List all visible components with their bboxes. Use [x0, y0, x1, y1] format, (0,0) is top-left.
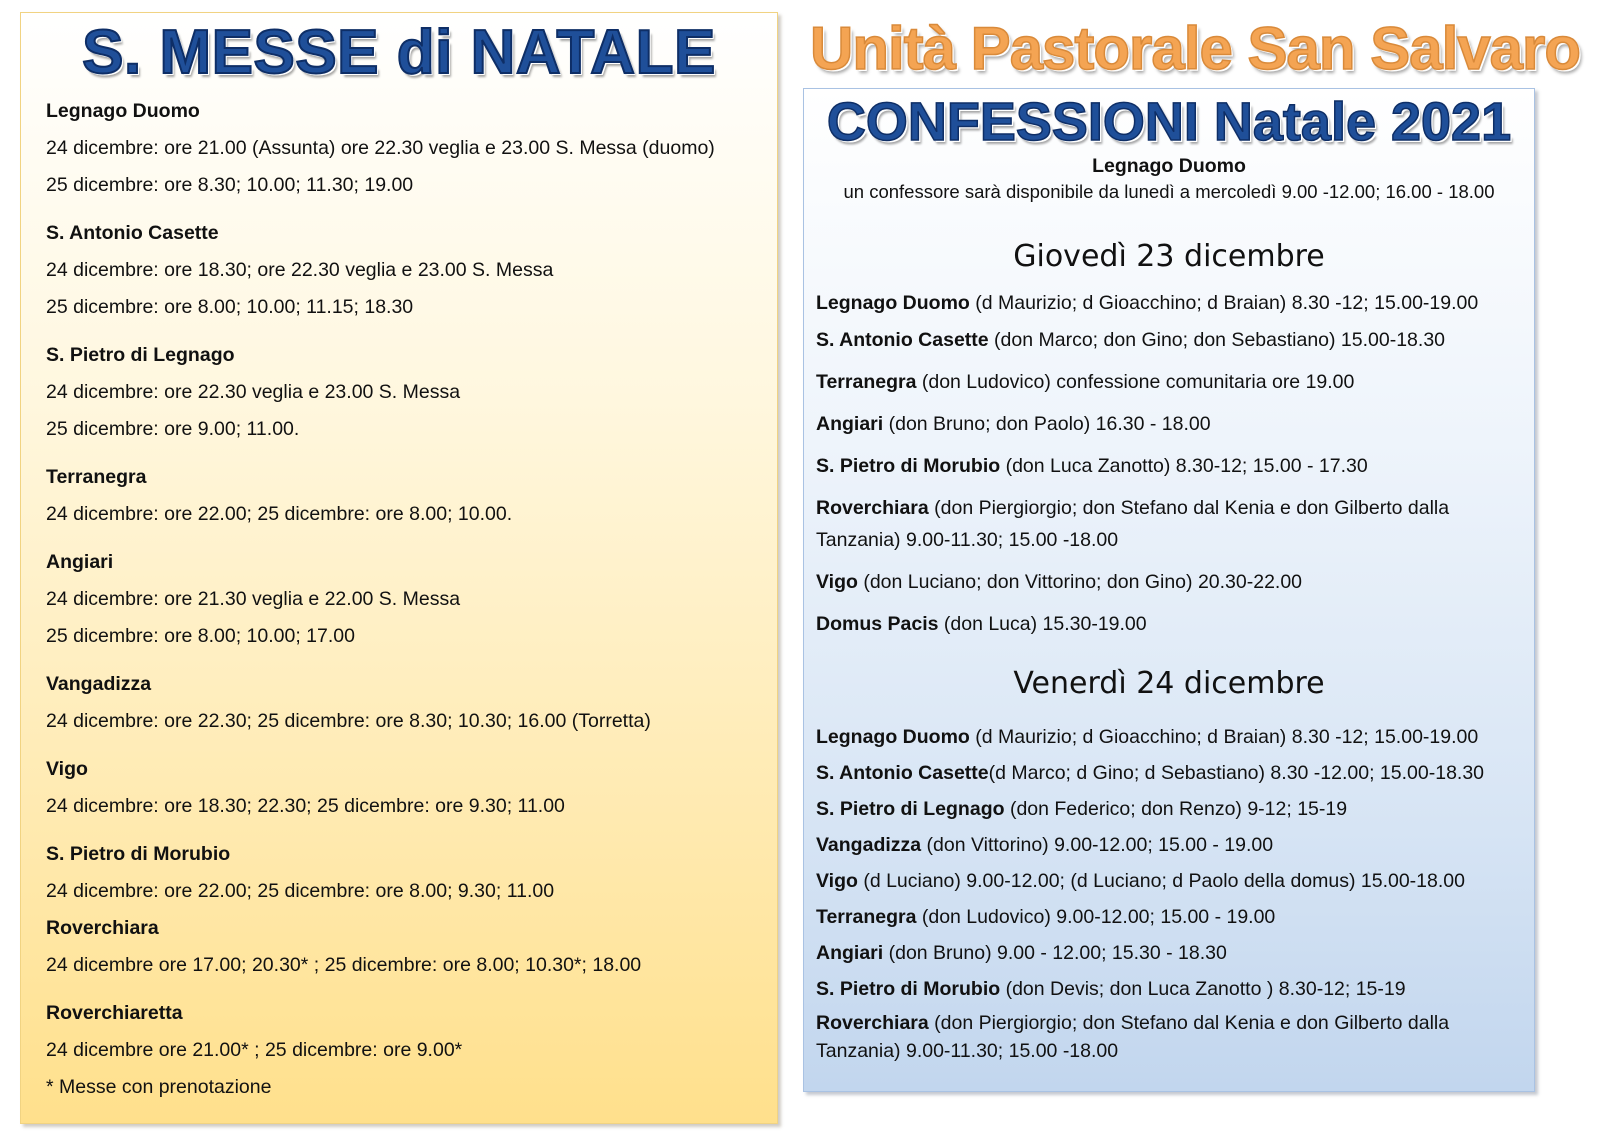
- parish-name: Terranegra: [46, 466, 147, 488]
- confession-details: (don Marco; don Gino; don Sebastiano) 15.00-18.30: [988, 329, 1446, 351]
- parish-name: Legnago Duomo: [816, 726, 970, 748]
- confession-details: (don Devis; don Luca Zanotto ) 8.30-12; 15-19: [1000, 978, 1406, 1000]
- confession-item: [816, 608, 1528, 640]
- parish-name: Vangadizza: [816, 834, 922, 856]
- schedule-line: 24 dicembre: ore 21.30 veglia e 22.00 S. Messa: [46, 588, 461, 610]
- schedule-line: 24 dicembre: ore 22.30; 25 dicembre: ore 8.30; 10.30; 16.00 (Torretta): [46, 710, 651, 732]
- confession-item: [816, 1009, 1528, 1065]
- schedule-line: 25 dicembre: ore 8.30; 10.00; 11.30; 19.00: [46, 174, 414, 196]
- confessions-list-thursday: [816, 287, 1528, 640]
- parish-vangadizza: [46, 666, 766, 740]
- confession-details: (don Piergiorgio; don Stefano dal Kenia e don Gilberto dalla Tanzania) 9.00-11.30; 15.00 -18.00: [816, 1012, 1450, 1062]
- parish-s-pietro-di-morubio: [46, 836, 766, 910]
- confession-item: [816, 366, 1528, 398]
- parish-name: Vangadizza: [46, 673, 152, 695]
- parish-vigo: [46, 751, 766, 825]
- confessions-location: Legnago Duomo: [1092, 155, 1246, 177]
- schedule-line: 24 dicembre ore 17.00; 20.30* ; 25 dicembre: ore 8.00; 10.30*; 18.00: [46, 954, 642, 976]
- schedule-line: 24 dicembre: ore 21.00 (Assunta) ore 22.30 veglia e 23.00 S. Messa (duomo): [46, 137, 715, 159]
- confessions-panel: [803, 88, 1535, 1092]
- parish-name: Angiari: [816, 942, 884, 964]
- parish-name: Legnago Duomo: [46, 100, 200, 122]
- parish-name: Roverchiaretta: [46, 1002, 183, 1024]
- confession-item: [816, 408, 1528, 440]
- confession-details: (don Piergiorgio; don Stefano dal Kenia e don Gilberto dalla Tanzania) 9.00-11.30; 15.00 -18.00: [816, 497, 1450, 551]
- confession-details: (don Bruno; don Paolo) 16.30 - 18.00: [883, 413, 1211, 435]
- confession-details: (don Ludovico) 9.00-12.00; 15.00 - 19.00: [916, 906, 1276, 928]
- confession-details: (d Maurizio; d Gioacchino; d Braian) 8.30 -12; 15.00-19.00: [969, 292, 1479, 314]
- parish-name: S. Antonio Casette: [816, 329, 989, 351]
- confessions-title: CONFESSIONI Natale 2021: [826, 92, 1512, 152]
- schedule-line: 25 dicembre: ore 8.00; 10.00; 17.00: [46, 625, 355, 647]
- parish-s-antonio-casette: [46, 215, 766, 326]
- schedule-line: 24 dicembre: ore 22.30 veglia e 23.00 S. Messa: [46, 381, 461, 403]
- schedule-line: 24 dicembre: ore 22.00; 25 dicembre: ore 8.00; 9.30; 11.00: [46, 880, 555, 902]
- pastoral-unit-header: Unità Pastorale San Salvaro: [810, 15, 1580, 82]
- confession-item: [816, 287, 1528, 319]
- confession-item: [816, 865, 1528, 897]
- confession-item: [816, 492, 1528, 556]
- parish-name: S. Antonio Casette: [816, 762, 989, 784]
- confession-details: (d Luciano) 9.00-12.00; (d Luciano; d Paolo della domus) 15.00-18.00: [857, 870, 1465, 892]
- day-heading-thursday: Giovedì 23 dicembre: [1013, 239, 1325, 274]
- confession-item: [816, 793, 1528, 825]
- parish-name: S. Pietro di Legnago: [816, 798, 1005, 820]
- confession-details: (don Luca) 15.30-19.00: [938, 613, 1147, 635]
- parish-name: S. Pietro di Morubio: [816, 455, 1001, 477]
- confessions-list-friday: [816, 721, 1528, 1065]
- parish-name: Terranegra: [816, 371, 917, 393]
- parish-name: S. Pietro di Morubio: [46, 843, 231, 865]
- parish-name: S. Pietro di Legnago: [46, 344, 235, 366]
- parish-roverchiara: [46, 910, 766, 984]
- confession-item: [816, 901, 1528, 933]
- schedule-line: 25 dicembre: ore 9.00; 11.00.: [46, 418, 300, 440]
- schedule-line: 24 dicembre: ore 18.30; ore 22.30 veglia e 23.00 S. Messa: [46, 259, 554, 281]
- parish-name: Domus Pacis: [816, 613, 939, 635]
- parish-name: Roverchiara: [816, 497, 929, 519]
- parish-name: Vigo: [46, 758, 88, 780]
- confession-details: (don Federico; don Renzo) 9-12; 15-19: [1004, 798, 1348, 820]
- parish-angiari: [46, 544, 766, 655]
- confession-item: [816, 973, 1528, 1005]
- schedule-line: 24 dicembre: ore 22.00; 25 dicembre: ore 8.00; 10.00.: [46, 503, 513, 525]
- schedule-line: 24 dicembre: ore 18.30; 22.30; 25 dicembre: ore 9.30; 11.00: [46, 795, 565, 817]
- footnote: * Messe con prenotazione: [46, 1076, 272, 1098]
- confession-details: (don Luca Zanotto) 8.30-12; 15.00 - 17.30: [1000, 455, 1368, 477]
- parish-name: Vigo: [816, 571, 858, 593]
- parish-name: Angiari: [46, 551, 114, 573]
- masses-title: S. MESSE di NATALE: [82, 18, 716, 87]
- confession-item: [816, 324, 1528, 356]
- confession-details: (don Bruno) 9.00 - 12.00; 15.30 - 18.30: [883, 942, 1227, 964]
- parish-name: Vigo: [816, 870, 858, 892]
- parish-s-pietro-di-legnago: [46, 337, 766, 448]
- confession-details: (don Vittorino) 9.00-12.00; 15.00 - 19.00: [921, 834, 1274, 856]
- masses-panel: [20, 12, 778, 1124]
- parish-name: Legnago Duomo: [816, 292, 970, 314]
- parish-terranegra: [46, 459, 766, 533]
- confession-details: (don Ludovico) confessione comunitaria ore 19.00: [916, 371, 1355, 393]
- confession-details: (don Luciano; don Vittorino; don Gino) 20.30-22.00: [857, 571, 1303, 593]
- parish-name: Roverchiara: [46, 917, 159, 939]
- confession-item: [816, 829, 1528, 861]
- confession-item: [816, 450, 1528, 482]
- confession-details: (d Marco; d Gino; d Sebastiano) 8.30 -12.00; 15.00-18.30: [988, 762, 1485, 784]
- confessions-note: un confessore sarà disponibile da lunedì a mercoledì 9.00 -12.00; 16.00 - 18.00: [843, 181, 1495, 202]
- parish-name: Angiari: [816, 413, 884, 435]
- masses-list: [46, 93, 766, 1106]
- confession-details: (d Maurizio; d Gioacchino; d Braian) 8.30 -12; 15.00-19.00: [969, 726, 1479, 748]
- schedule-line: 25 dicembre: ore 8.00; 10.00; 11.15; 18.30: [46, 296, 414, 318]
- parish-legnago-duomo: [46, 93, 766, 204]
- parish-name: Terranegra: [816, 906, 917, 928]
- confession-item: [816, 721, 1528, 753]
- parish-name: S. Pietro di Morubio: [816, 978, 1001, 1000]
- parish-name: S. Antonio Casette: [46, 222, 219, 244]
- schedule-line: 24 dicembre ore 21.00* ; 25 dicembre: ore 9.00*: [46, 1039, 463, 1061]
- confession-item: [816, 757, 1528, 789]
- day-heading-friday: Venerdì 24 dicembre: [1013, 666, 1325, 701]
- parish-roverchiaretta: [46, 995, 766, 1069]
- parish-name: Roverchiara: [816, 1012, 929, 1034]
- confession-item: [816, 937, 1528, 969]
- confession-item: [816, 566, 1528, 598]
